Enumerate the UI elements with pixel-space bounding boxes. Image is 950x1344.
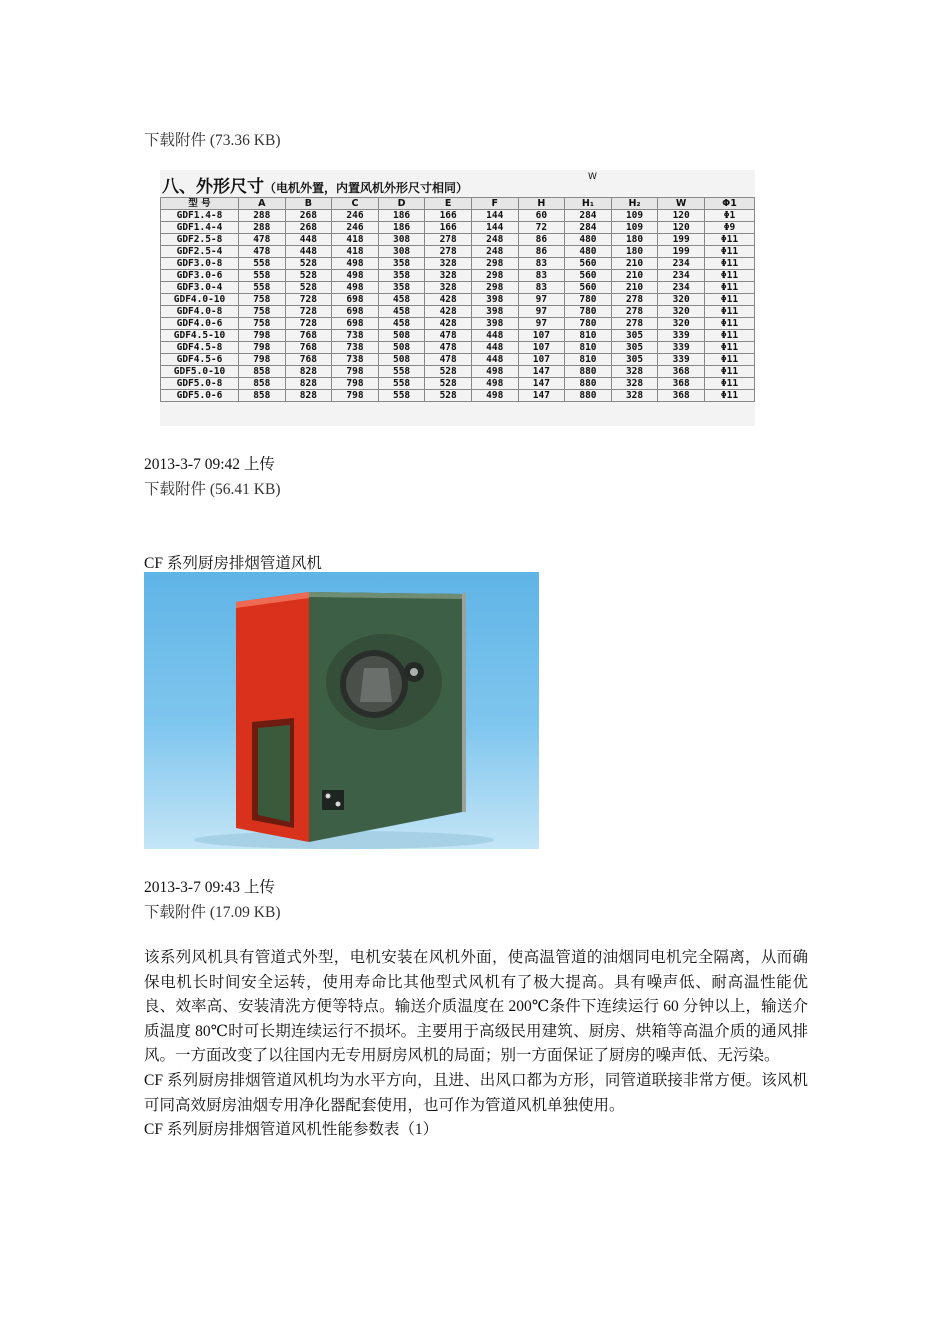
dimension-value-cell: 798 <box>239 342 286 354</box>
dimension-value-cell: 698 <box>332 294 379 306</box>
dimension-value-cell: Φ11 <box>705 234 755 246</box>
dimension-value-cell: 144 <box>471 210 518 222</box>
dimension-value-cell: 144 <box>471 222 518 234</box>
dimension-value-cell: 107 <box>518 342 565 354</box>
model-cell: GDF3.0-6 <box>161 270 239 282</box>
dimension-header-cell: H₂ <box>611 198 658 210</box>
dimension-value-cell: 246 <box>332 222 379 234</box>
dimension-value-cell: 97 <box>518 294 565 306</box>
dimension-table-header-row <box>161 198 755 210</box>
dimension-value-cell: 498 <box>332 270 379 282</box>
dimension-value-cell: 166 <box>425 210 472 222</box>
dimension-value-cell: 234 <box>658 270 705 282</box>
dimension-value-cell: 828 <box>285 390 332 402</box>
dimension-value-cell: 798 <box>332 366 379 378</box>
dimension-value-cell: 448 <box>285 246 332 258</box>
dimension-header-cell: H₁ <box>565 198 612 210</box>
dimension-value-cell: 458 <box>378 294 425 306</box>
dimension-value-cell: 558 <box>239 258 286 270</box>
dimension-value-cell: 86 <box>518 234 565 246</box>
dimension-value-cell: Φ11 <box>705 246 755 258</box>
dimension-table-row <box>161 294 755 306</box>
dimension-value-cell: 508 <box>378 330 425 342</box>
model-cell: GDF5.0-8 <box>161 378 239 390</box>
dimension-value-cell: 180 <box>611 234 658 246</box>
dimension-value-cell: 560 <box>565 270 612 282</box>
dimension-value-cell: 498 <box>471 390 518 402</box>
dimension-value-cell: 328 <box>425 258 472 270</box>
dimension-value-cell: 320 <box>658 294 705 306</box>
model-cell: GDF3.0-8 <box>161 258 239 270</box>
dimension-value-cell: 328 <box>611 366 658 378</box>
model-cell: GDF4.0-10 <box>161 294 239 306</box>
dimension-value-cell: 234 <box>658 258 705 270</box>
dimension-value-cell: 728 <box>285 306 332 318</box>
dimension-value-cell: 234 <box>658 282 705 294</box>
dimension-value-cell: 246 <box>332 210 379 222</box>
dimension-value-cell: 339 <box>658 342 705 354</box>
dimension-value-cell: Φ9 <box>705 222 755 234</box>
model-cell: GDF5.0-6 <box>161 390 239 402</box>
dimension-value-cell: 210 <box>611 282 658 294</box>
dimension-table-row <box>161 330 755 342</box>
dimension-value-cell: 166 <box>425 222 472 234</box>
dimension-value-cell: 810 <box>565 342 612 354</box>
dimension-value-cell: 528 <box>285 258 332 270</box>
dimension-value-cell: 120 <box>658 210 705 222</box>
dimension-table-row <box>161 378 755 390</box>
dimension-value-cell: 698 <box>332 306 379 318</box>
dimension-header-cell: C <box>332 198 379 210</box>
dimension-value-cell: 498 <box>471 378 518 390</box>
dimension-value-cell: 83 <box>518 258 565 270</box>
model-cell: GDF4.0-6 <box>161 318 239 330</box>
model-cell: GDF4.0-8 <box>161 306 239 318</box>
dimension-value-cell: 278 <box>425 234 472 246</box>
dimension-value-cell: 305 <box>611 354 658 366</box>
dimension-value-cell: 528 <box>285 270 332 282</box>
dimension-value-cell: 448 <box>471 330 518 342</box>
dimension-value-cell: 558 <box>239 270 286 282</box>
performance-table-caption: CF 系列厨房排烟管道风机性能参数表（1） <box>144 1121 439 1139</box>
dimension-value-cell: 428 <box>425 306 472 318</box>
dimension-value-cell: 210 <box>611 258 658 270</box>
dimension-value-cell: Φ11 <box>705 342 755 354</box>
dimension-value-cell: 107 <box>518 354 565 366</box>
dimension-value-cell: 83 <box>518 282 565 294</box>
dimension-value-cell: 305 <box>611 342 658 354</box>
dimension-value-cell: 478 <box>239 246 286 258</box>
dimension-value-cell: 768 <box>285 342 332 354</box>
dimension-value-cell: Φ11 <box>705 354 755 366</box>
dimension-value-cell: 558 <box>378 390 425 402</box>
dimension-value-cell: 798 <box>239 330 286 342</box>
dimension-header-cell: F <box>471 198 518 210</box>
dimension-value-cell: 86 <box>518 246 565 258</box>
dimension-value-cell: 398 <box>471 318 518 330</box>
dimension-value-cell: Φ11 <box>705 294 755 306</box>
dimension-value-cell: 478 <box>425 354 472 366</box>
dimension-value-cell: 858 <box>239 378 286 390</box>
dimension-value-cell: 358 <box>378 282 425 294</box>
dimension-value-cell: 458 <box>378 318 425 330</box>
dimension-value-cell: 358 <box>378 270 425 282</box>
attachment-download-link-3[interactable]: 下载附件 (17.09 KB) <box>144 904 281 921</box>
dimension-value-cell: 560 <box>565 258 612 270</box>
dimension-table-subtitle: （电机外置，内置风机外形尺寸相同） <box>264 181 469 195</box>
dimension-value-cell: 120 <box>658 222 705 234</box>
dimension-value-cell: Φ11 <box>705 378 755 390</box>
dimension-value-cell: Φ11 <box>705 390 755 402</box>
dimension-value-cell: 278 <box>611 306 658 318</box>
dimension-value-cell: Φ11 <box>705 258 755 270</box>
dimension-value-cell: 458 <box>378 306 425 318</box>
dimension-value-cell: 199 <box>658 246 705 258</box>
model-cell: GDF1.4-8 <box>161 210 239 222</box>
dimension-value-cell: 339 <box>658 354 705 366</box>
dimension-value-cell: 186 <box>378 210 425 222</box>
description-text <box>144 946 808 1143</box>
dimension-table <box>160 197 755 402</box>
dimension-value-cell: 780 <box>565 294 612 306</box>
dimension-value-cell: 528 <box>285 282 332 294</box>
dimension-table-row <box>161 390 755 402</box>
dimension-value-cell: 339 <box>658 330 705 342</box>
dimension-value-cell: 199 <box>658 234 705 246</box>
dimension-value-cell: 758 <box>239 294 286 306</box>
dimension-value-cell: 528 <box>425 366 472 378</box>
dimension-value-cell: 528 <box>425 390 472 402</box>
dimension-value-cell: 798 <box>332 378 379 390</box>
dimension-value-cell: 60 <box>518 210 565 222</box>
model-cell: GDF2.5-8 <box>161 234 239 246</box>
dimension-value-cell: 248 <box>471 234 518 246</box>
dimension-value-cell: 728 <box>285 294 332 306</box>
dimension-table-row <box>161 282 755 294</box>
dimension-value-cell: 268 <box>285 210 332 222</box>
dimension-value-cell: 498 <box>332 282 379 294</box>
dimension-header-cell: B <box>285 198 332 210</box>
dimension-value-cell: 560 <box>565 282 612 294</box>
dimension-value-cell: 97 <box>518 306 565 318</box>
dimension-value-cell: 738 <box>332 354 379 366</box>
dimension-value-cell: 147 <box>518 390 565 402</box>
dimension-value-cell: 810 <box>565 354 612 366</box>
dimension-value-cell: 305 <box>611 330 658 342</box>
dimension-value-cell: 780 <box>565 318 612 330</box>
product-heading: CF 系列厨房排烟管道风机 <box>144 555 322 572</box>
dimension-value-cell: 858 <box>239 366 286 378</box>
dimension-table-row <box>161 318 755 330</box>
dimension-value-cell: 768 <box>285 354 332 366</box>
dimension-value-cell: 828 <box>285 378 332 390</box>
description-paragraph-2: CF 系列厨房排烟管道风机均为水平方向，且进、出风口都为方形，同管道联接非常方便。该风机可同高效厨房油烟专用净化器配套使用，也可作为管道风机单独使用。 <box>144 1071 808 1114</box>
dimension-value-cell: 109 <box>611 222 658 234</box>
dimension-value-cell: Φ1 <box>705 210 755 222</box>
description-paragraph-1: 该系列风机具有管道式外型，电机安装在风机外面，使高温管道的油烟同电机完全隔离，从而确保电机长时间安全运转，使用寿命比其他型式风机有了极大提高。具有噪声低、耐高温性能优良、效率高、安装清洗方便等特点。输送介质温度在 200℃条件下连续运行 60 分钟以上，输送介质温度 80℃时可长期连续运行不损坏。主要用于高级民用建筑、厨房、烘箱等高温介质的通风排风。一方面改变了以往国内无专用厨房风机的局面；别一方面保证了厨房的噪声低、无污染。 <box>144 949 808 1065</box>
dimension-table-row <box>161 234 755 246</box>
dimension-table-row <box>161 354 755 366</box>
model-cell: GDF1.4-4 <box>161 222 239 234</box>
model-cell: GDF5.0-10 <box>161 366 239 378</box>
dimension-value-cell: 398 <box>471 306 518 318</box>
dimension-table-row <box>161 246 755 258</box>
dimension-table-row <box>161 210 755 222</box>
dimension-header-cell: A <box>239 198 286 210</box>
dimension-value-cell: 880 <box>565 366 612 378</box>
dimension-value-cell: 278 <box>611 294 658 306</box>
dimension-value-cell: 72 <box>518 222 565 234</box>
dimension-value-cell: 478 <box>425 330 472 342</box>
dimension-value-cell: 288 <box>239 210 286 222</box>
dimension-table-row <box>161 366 755 378</box>
dimension-value-cell: 828 <box>285 366 332 378</box>
dimension-header-cell: 型 号 <box>161 198 239 210</box>
fan-product-photo <box>144 572 539 849</box>
dimension-value-cell: 428 <box>425 294 472 306</box>
dimension-value-cell: 448 <box>471 342 518 354</box>
dimension-value-cell: 768 <box>285 330 332 342</box>
dimension-value-cell: 498 <box>471 366 518 378</box>
dimension-table-row <box>161 222 755 234</box>
dimension-value-cell: 97 <box>518 318 565 330</box>
dimension-value-cell: 147 <box>518 378 565 390</box>
dimension-value-cell: 880 <box>565 390 612 402</box>
dimension-value-cell: 480 <box>565 246 612 258</box>
dimension-value-cell: 728 <box>285 318 332 330</box>
dimension-table-title-main: 八、外形尺寸 <box>162 177 264 197</box>
dimension-value-cell: 558 <box>239 282 286 294</box>
dimension-value-cell: 328 <box>611 378 658 390</box>
dimension-value-cell: 278 <box>611 318 658 330</box>
dimension-value-cell: 738 <box>332 342 379 354</box>
fan-illustration <box>144 572 539 849</box>
dimension-value-cell: 758 <box>239 306 286 318</box>
dimension-value-cell: 880 <box>565 378 612 390</box>
model-cell: GDF2.5-4 <box>161 246 239 258</box>
dimension-value-cell: 328 <box>611 390 658 402</box>
dimension-value-cell: 278 <box>425 246 472 258</box>
dimension-value-cell: 320 <box>658 306 705 318</box>
dimension-value-cell: 284 <box>565 210 612 222</box>
attachment-download-link-1[interactable]: 下载附件 (73.36 KB) <box>144 132 281 149</box>
dimension-value-cell: Φ11 <box>705 282 755 294</box>
dimension-value-cell: 368 <box>658 378 705 390</box>
dimension-value-cell: 698 <box>332 318 379 330</box>
dimension-value-cell: 109 <box>611 210 658 222</box>
dimension-value-cell: Φ11 <box>705 270 755 282</box>
dimension-value-cell: 480 <box>565 234 612 246</box>
dimension-value-cell: 528 <box>425 378 472 390</box>
dimension-value-cell: 83 <box>518 270 565 282</box>
dimension-value-cell: Φ11 <box>705 330 755 342</box>
dimension-table-title <box>162 172 468 197</box>
model-cell: GDF4.5-6 <box>161 354 239 366</box>
dimension-table-row <box>161 258 755 270</box>
dimension-value-cell: 398 <box>471 294 518 306</box>
dimension-value-cell: 320 <box>658 318 705 330</box>
dimension-table-body <box>161 210 755 402</box>
dimension-value-cell: 478 <box>239 234 286 246</box>
dimension-value-cell: 328 <box>425 270 472 282</box>
upload-timestamp-2: 2013-3-7 09:43 上传 <box>144 879 275 896</box>
dimension-value-cell: 738 <box>332 330 379 342</box>
dimension-value-cell: 268 <box>285 222 332 234</box>
dimension-value-cell: 358 <box>378 258 425 270</box>
dimension-value-cell: 368 <box>658 366 705 378</box>
upload-timestamp-1: 2013-3-7 09:42 上传 <box>144 456 275 473</box>
dimension-value-cell: Φ11 <box>705 318 755 330</box>
dimension-header-cell: E <box>425 198 472 210</box>
dimension-table-row <box>161 270 755 282</box>
dimension-value-cell: 798 <box>239 354 286 366</box>
dimension-value-cell: 210 <box>611 270 658 282</box>
dimension-value-cell: Φ11 <box>705 366 755 378</box>
dimension-value-cell: 558 <box>378 378 425 390</box>
dimension-table-mark: W <box>588 172 597 182</box>
dimension-value-cell: 798 <box>332 390 379 402</box>
dimension-header-cell: D <box>378 198 425 210</box>
dimension-value-cell: 478 <box>425 342 472 354</box>
dimension-value-cell: 298 <box>471 270 518 282</box>
dimension-value-cell: 298 <box>471 282 518 294</box>
dimension-table-figure <box>160 170 755 426</box>
dimension-header-cell: Φ1 <box>705 198 755 210</box>
dimension-value-cell: 758 <box>239 318 286 330</box>
dimension-table-row <box>161 306 755 318</box>
dimension-value-cell: 368 <box>658 390 705 402</box>
dimension-value-cell: 186 <box>378 222 425 234</box>
dimension-value-cell: 147 <box>518 366 565 378</box>
dimension-value-cell: 180 <box>611 246 658 258</box>
dimension-value-cell: 498 <box>332 258 379 270</box>
dimension-value-cell: 248 <box>471 246 518 258</box>
dimension-value-cell: 508 <box>378 342 425 354</box>
dimension-value-cell: 284 <box>565 222 612 234</box>
dimension-table-row <box>161 342 755 354</box>
dimension-value-cell: 858 <box>239 390 286 402</box>
dimension-value-cell: 107 <box>518 330 565 342</box>
dimension-value-cell: 448 <box>285 234 332 246</box>
dimension-value-cell: 418 <box>332 246 379 258</box>
dimension-value-cell: Φ11 <box>705 306 755 318</box>
dimension-value-cell: 298 <box>471 258 518 270</box>
dimension-value-cell: 780 <box>565 306 612 318</box>
model-cell: GDF4.5-8 <box>161 342 239 354</box>
dimension-value-cell: 448 <box>471 354 518 366</box>
dimension-value-cell: 418 <box>332 234 379 246</box>
dimension-value-cell: 328 <box>425 282 472 294</box>
dimension-value-cell: 810 <box>565 330 612 342</box>
dimension-value-cell: 558 <box>378 366 425 378</box>
model-cell: GDF4.5-10 <box>161 330 239 342</box>
dimension-header-cell: W <box>658 198 705 210</box>
dimension-value-cell: 508 <box>378 354 425 366</box>
attachment-download-link-2[interactable]: 下载附件 (56.41 KB) <box>144 481 281 498</box>
model-cell: GDF3.0-4 <box>161 282 239 294</box>
dimension-value-cell: 308 <box>378 234 425 246</box>
dimension-header-cell: H <box>518 198 565 210</box>
dimension-value-cell: 308 <box>378 246 425 258</box>
dimension-value-cell: 288 <box>239 222 286 234</box>
dimension-value-cell: 428 <box>425 318 472 330</box>
